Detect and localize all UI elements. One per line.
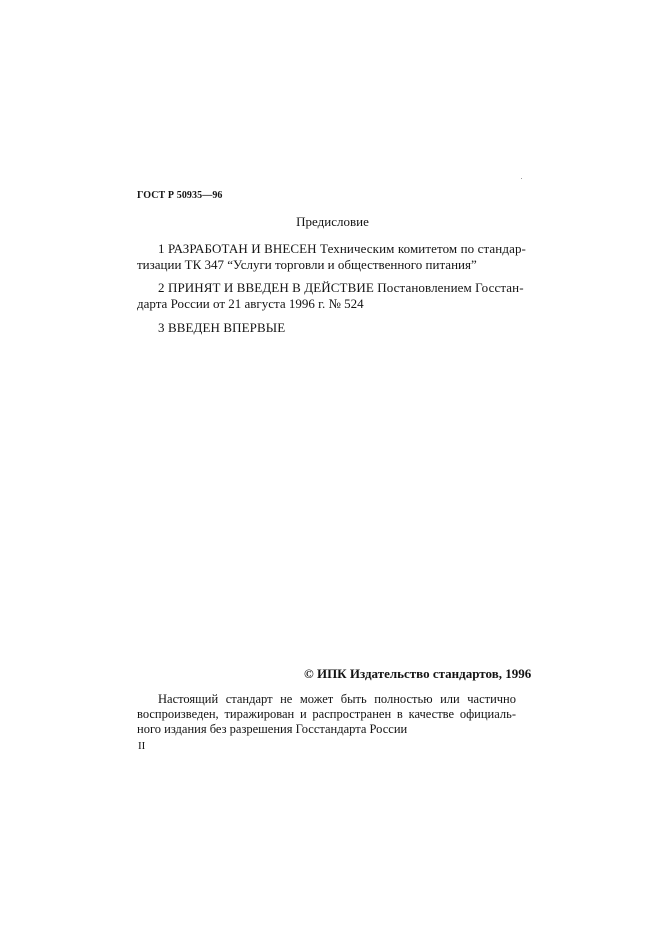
reproduction-notice-line-3: ного издания без разрешения Госстандарта России — [137, 721, 408, 736]
preface-item-1-line-2: тизации ТК 347 “Услуги торговли и общественного питания” — [137, 256, 477, 272]
preface-item-1 — [137, 241, 526, 272]
copyright-notice: © ИПК Издательство стандартов, 1996 — [304, 666, 532, 681]
reproduction-notice-line-2: воспроизведен, тиражирован и распространен в качестве официаль- — [137, 706, 516, 721]
scan-speck — [521, 178, 522, 179]
reproduction-notice-line-1: Настоящий стандарт не может быть полностью или частично — [158, 692, 516, 706]
preface-item-2-line-2: дарта России от 21 августа 1996 г. № 524 — [137, 295, 364, 311]
document-code: ГОСТ Р 50935—96 — [137, 190, 223, 201]
preface-item-3 — [137, 320, 512, 336]
preface-item-1-line-1: 1 РАЗРАБОТАН И ВНЕСЕН Техническим комитетом по стандар- — [158, 241, 526, 256]
preface-item-3-line-1: 3 ВВЕДЕН ВПЕРВЫЕ — [158, 320, 286, 335]
page-number: II — [138, 740, 146, 752]
reproduction-notice — [137, 692, 516, 736]
preface-item-2 — [137, 280, 524, 311]
preface-item-2-line-1: 2 ПРИНЯТ И ВВЕДЕН В ДЕЙСТВИЕ Постановлением Госстан- — [158, 280, 524, 295]
preface-title: Предисловие — [296, 214, 369, 229]
